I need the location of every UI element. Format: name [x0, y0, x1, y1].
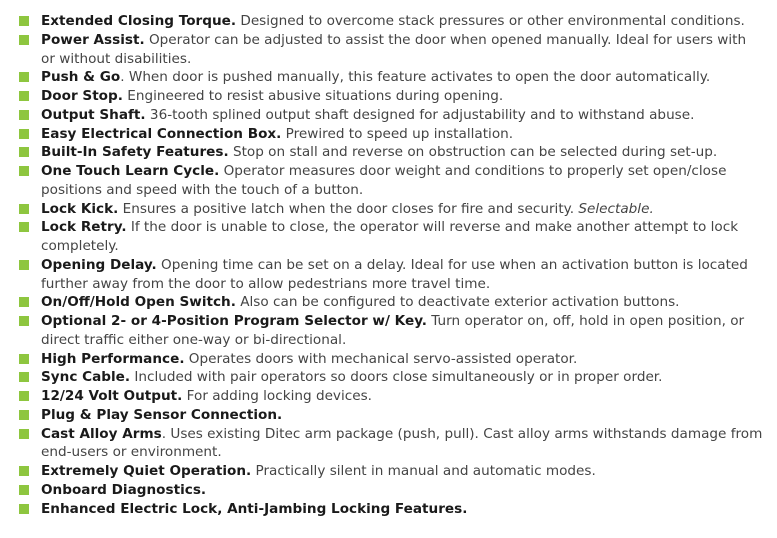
feature-description: Prewired to speed up installation.	[281, 125, 514, 142]
bullet-square-icon	[19, 16, 29, 26]
feature-term: Plug & Play Sensor Connection.	[41, 406, 283, 423]
feature-description: Also can be configured to deactivate exterior activation buttons.	[235, 294, 680, 311]
feature-item	[19, 218, 764, 256]
feature-item	[19, 293, 764, 312]
feature-description: Engineered to resist abusive situations during opening.	[122, 88, 504, 104]
bullet-square-icon	[19, 316, 29, 326]
feature-item	[19, 87, 764, 106]
bullet-square-icon	[19, 166, 29, 176]
bullet-square-icon	[19, 91, 29, 101]
feature-term: Output Shaft.	[41, 106, 146, 123]
feature-description: . When door is pushed manually, this feature activates to open the door automatically.	[120, 69, 711, 86]
feature-item	[19, 368, 764, 387]
feature-description: Opening time can be set on a delay. Ideal for use when an activation button is located further away from the door to allow pedestrians more travel time.	[41, 256, 748, 292]
bullet-square-icon	[19, 204, 29, 214]
feature-term: On/Off/Hold Open Switch.	[41, 294, 236, 311]
bullet-square-icon	[19, 485, 29, 495]
feature-term: Power Assist.	[41, 31, 145, 48]
bullet-square-icon	[19, 110, 29, 120]
feature-description: Turn operator on, off, hold in open position, or direct traffic either one-way or bi-directional.	[41, 313, 745, 348]
feature-description: Practically silent in manual and automatic modes.	[251, 463, 596, 479]
feature-term: Cast Alloy Arms	[41, 425, 162, 442]
feature-term: Built-In Safety Features.	[41, 144, 229, 161]
bullet-square-icon	[19, 504, 29, 514]
bullet-square-icon	[19, 222, 29, 232]
feature-term: Lock Kick.	[41, 200, 119, 217]
feature-term: Enhanced Electric Lock, Anti-Jambing Locking Features.	[41, 500, 468, 517]
bullet-square-icon	[19, 297, 29, 307]
bullet-square-icon	[19, 410, 29, 420]
feature-item	[19, 31, 764, 69]
feature-item	[19, 200, 764, 219]
feature-item	[19, 125, 764, 144]
feature-term: Onboard Diagnostics.	[41, 481, 207, 498]
feature-item	[19, 143, 764, 162]
bullet-square-icon	[19, 429, 29, 439]
feature-description: . Uses existing Ditec arm package (push, pull). Cast alloy arms withstands damage from end-users or environment.	[41, 425, 763, 461]
feature-note: Selectable.	[578, 200, 654, 217]
feature-description: Operates doors with mechanical servo-assisted operator.	[184, 350, 578, 367]
feature-term: Door Stop.	[41, 88, 123, 104]
bullet-square-icon	[19, 72, 29, 82]
feature-item	[19, 106, 764, 125]
feature-term: Sync Cable.	[41, 369, 131, 386]
bullet-square-icon	[19, 147, 29, 157]
feature-description: If the door is unable to close, the operator will reverse and make another attempt to lock completely.	[41, 219, 739, 254]
feature-description: Operator measures door weight and conditions to properly set open/close positions and speed with the touch of a button.	[41, 163, 727, 198]
feature-term: Easy Electrical Connection Box.	[41, 125, 282, 142]
feature-item	[19, 312, 764, 350]
feature-description: Stop on stall and reverse on obstruction can be selected during set-up.	[228, 144, 718, 161]
feature-item	[19, 350, 764, 369]
feature-description: For adding locking devices.	[182, 388, 372, 404]
feature-term: Lock Retry.	[41, 219, 127, 236]
feature-term: Extremely Quiet Operation.	[41, 463, 252, 479]
feature-term: High Performance.	[41, 350, 185, 367]
bullet-square-icon	[19, 466, 29, 476]
feature-item	[19, 406, 764, 425]
feature-item	[19, 12, 764, 31]
feature-term: 12/24 Volt Output.	[41, 388, 183, 404]
feature-term: Extended Closing Torque.	[41, 13, 237, 29]
feature-item	[19, 68, 764, 87]
feature-item	[19, 500, 764, 519]
feature-description: Operator can be adjusted to assist the door when opened manually. Ideal for users with or without disabilities.	[41, 31, 747, 67]
feature-term: Opening Delay.	[41, 256, 157, 273]
feature-description: Included with pair operators so doors close simultaneously or in proper order.	[130, 369, 663, 386]
feature-item	[19, 425, 764, 463]
feature-description: 36-tooth splined output shaft designed for adjustability and to withstand abuse.	[145, 106, 695, 123]
feature-description: Ensures a positive latch when the door closes for fire and security.	[118, 200, 579, 217]
feature-list	[19, 12, 764, 518]
bullet-square-icon	[19, 391, 29, 401]
feature-item	[19, 462, 764, 481]
bullet-square-icon	[19, 129, 29, 139]
feature-item	[19, 162, 764, 200]
bullet-square-icon	[19, 372, 29, 382]
feature-term: Push & Go	[41, 69, 121, 86]
feature-term: One Touch Learn Cycle.	[41, 163, 220, 179]
bullet-square-icon	[19, 260, 29, 270]
feature-term: Optional 2- or 4-Position Program Selector w/ Key.	[41, 313, 427, 329]
bullet-square-icon	[19, 35, 29, 45]
feature-item	[19, 481, 764, 500]
bullet-square-icon	[19, 354, 29, 364]
feature-item	[19, 256, 764, 294]
feature-item	[19, 387, 764, 406]
feature-description: Designed to overcome stack pressures or other environmental conditions.	[236, 13, 745, 29]
